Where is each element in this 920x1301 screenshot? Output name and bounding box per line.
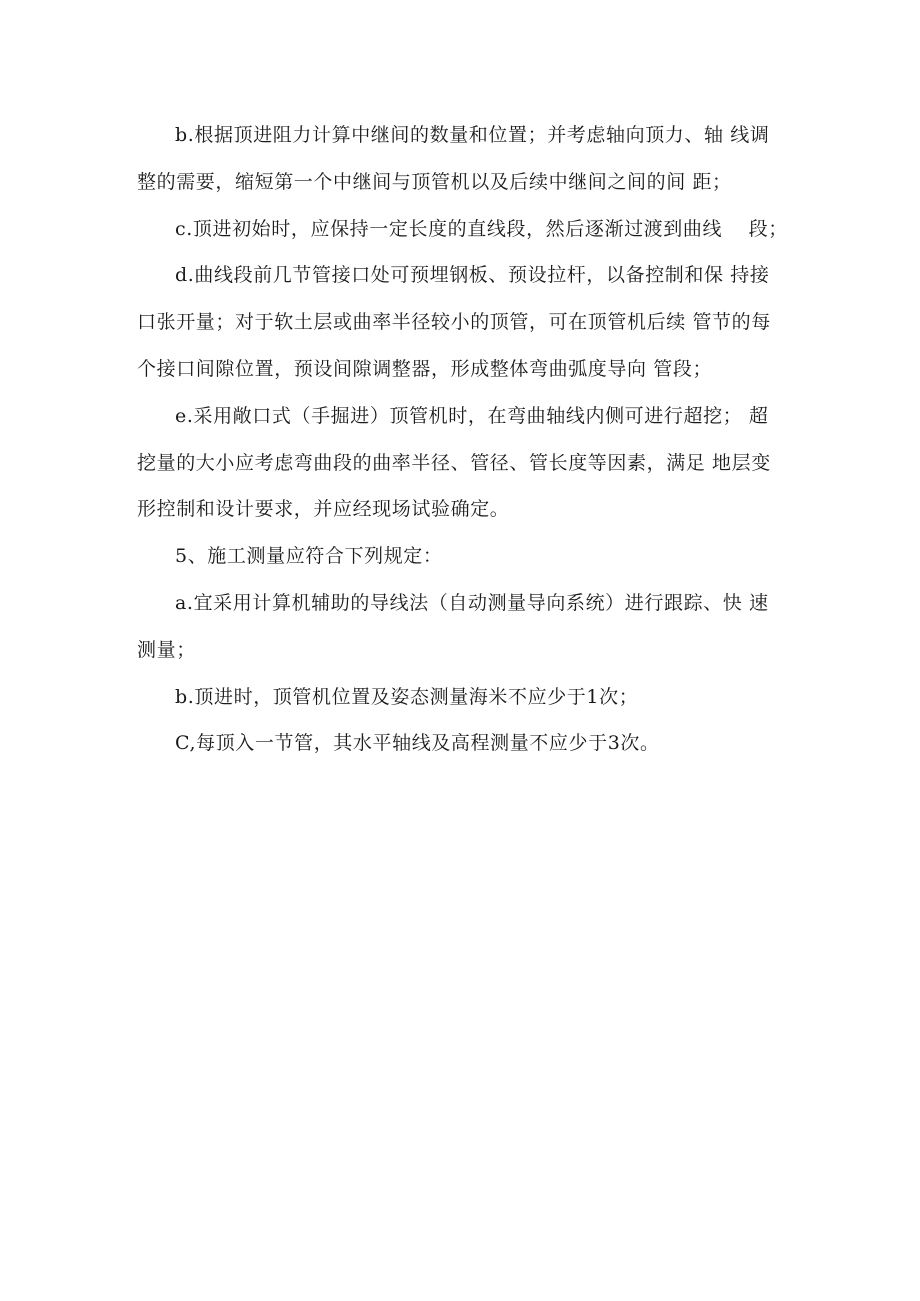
paragraph-line: b.顶进时，顶管机位置及姿态测量海米不应少于1次； [175,685,639,708]
paragraph-line: d.曲线段前几节管接口处可预埋钢板、预设拉杆，以备控制和保 持接 [175,264,770,287]
document-body [137,112,793,767]
paragraph-line: 整的需要，缩短第一个中继间与顶管机以及后续中继间之间的间 距； [137,170,732,193]
paragraph-line: 挖量的大小应考虑弯曲段的曲率半径、管径、管长度等因素，满足 地层变 [137,451,771,474]
paragraph-line: 测量； [137,638,196,661]
paragraph-line: 口张开量；对于软土层或曲率半径较小的顶管，可在顶管机后续 管节的每 [137,311,771,334]
paragraph-line: b.根据顶进阻力计算中继间的数量和位置；并考虑轴向顶力、轴 线调 [175,124,770,146]
paragraph-line: C,每顶入一节管，其水平轴线及高程测量不应少于3次。 [175,732,660,755]
paragraph-line: 个接口间隙位置，预设间隙调整器，形成整体弯曲弧度导向 管段； [137,357,713,380]
paragraph-line: 5、施工测量应符合下列规定： [175,545,443,568]
paragraph-line: a.宜采用计算机辅助的导线法（自动测量导向系统）进行跟踪、快 速 [175,591,769,614]
paragraph-line: 形控制和设计要求，并应经现场试验确定。 [137,498,510,521]
paragraph-line: e.采用敞口式（手掘进）顶管机时，在弯曲轴线内侧可进行超挖； 超 [175,404,769,427]
paragraph-line: c.顶进初始时，应保持一定长度的直线段，然后逐渐过渡到曲线 段； [175,217,788,240]
